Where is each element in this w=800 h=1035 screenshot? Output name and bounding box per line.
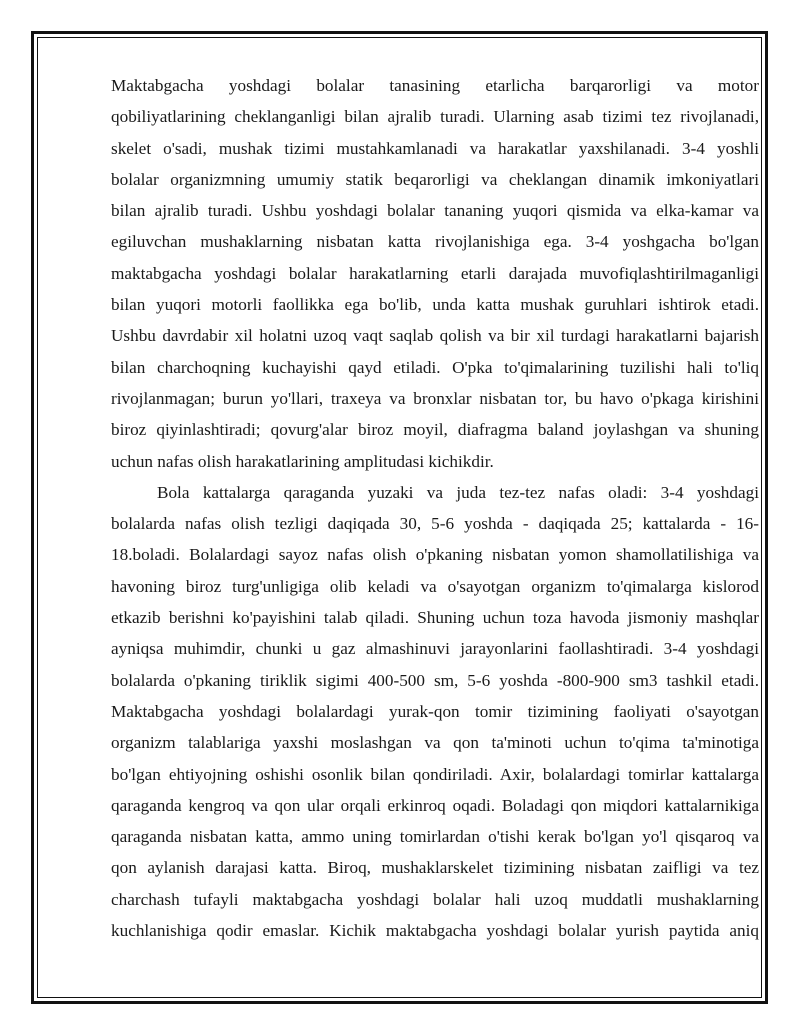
text-line: qon aylanish darajasi katta. Biroq, mushaklarskelet tizimining nisbatan zaifligi va tez — [111, 858, 759, 878]
text-line: Ushbu davrdabir xil holatni uzoq vaqt saqlab qolish va bir xil turdagi harakatlarni bajarish — [111, 326, 759, 346]
paragraph-1 — [111, 70, 759, 477]
text-line: etkazib berishni ko'payishini talab qiladi. Shuning uchun toza havoda jismoniy mashqlar — [111, 608, 759, 628]
text-line: qaraganda nisbatan katta, ammo uning tomirlardan o'tishi kerak bo'lgan yo'l qisqaroq va — [111, 827, 759, 847]
text-line: bolalarda nafas olish tezligi daqiqada 30, 5-6 yoshda - daqiqada 25; kattalarda - 16- — [111, 514, 759, 534]
text-line: qobiliyatlarining cheklanganligi bilan ajralib turadi. Ularning asab tizimi tez rivojlanadi, — [111, 107, 759, 127]
text-line: qaraganda kengroq va qon ular orqali erkinroq oqadi. Boladagi qon miqdori kattalarnikiga — [111, 795, 759, 815]
text-line: bilan charchoqning kuchayishi qayd etiladi. O'pka to'qimalarining tuzilishi hali to'liq — [111, 357, 759, 377]
text-line: skelet o'sadi, mushak tizimi mustahkamlanadi va harakatlar yaxshilanadi. 3-4 yoshli — [111, 138, 759, 158]
text-line: bolalarda o'pkaning tiriklik sigimi 400-500 sm, 5-6 yoshda -800-900 sm3 tashkil etadi. — [111, 670, 759, 690]
text-line: Maktabgacha yoshdagi bolalardagi yurak-qon tomir tizimining faoliyati o'sayotgan — [111, 701, 759, 721]
text-line: Maktabgacha yoshdagi bolalar tanasining etarlicha barqarorligi va motor — [111, 76, 759, 95]
text-line: bolalar organizmning umumiy statik beqarorligi va cheklangan dinamik imkoniyatlari — [111, 169, 759, 189]
text-line: bo'lgan ehtiyojning oshishi osonlik bilan qondiriladi. Axir, bolalardagi tomirlar kattalarga — [111, 764, 759, 784]
text-line: uchun nafas olish harakatlarining amplitudasi kichikdir. — [111, 451, 494, 471]
text-line: 18.boladi. Bolalardagi sayoz nafas olish o'pkaning nisbatan yomon shamollatilishiga va — [111, 545, 759, 565]
paragraph-2 — [111, 477, 759, 946]
text-line: maktabgacha yoshdagi bolalar harakatlarning etarli darajada muvofiqlashtirilmaganligi — [111, 263, 759, 283]
text-line: kuchlanishiga qodir emaslar. Kichik maktabgacha yoshdagi bolalar yurish paytida aniq — [111, 921, 759, 941]
text-line: bilan yuqori motorli faollikka ega bo'lib, unda katta mushak guruhlari ishtirok etadi. — [111, 295, 759, 315]
text-line: havoning biroz turg'unligiga olib keladi va o'sayotgan organizm to'qimalarga kislorod — [111, 576, 759, 596]
text-line: ayniqsa muhimdir, chunki u gaz almashinuvi jarayonlarini faollashtiradi. 3-4 yoshdagi — [111, 639, 759, 659]
text-line: rivojlanmagan; burun yo'llari, traxeya va bronxlar nisbatan tor, bu havo o'pkaga kirishini — [111, 388, 759, 408]
text-line: bilan ajralib turadi. Ushbu yoshdagi bolalar tananing yuqori qismida va elka-kamar va — [111, 201, 759, 221]
text-line: charchash tufayli maktabgacha yoshdagi bolalar hali uzoq muddatli mushaklarning — [111, 889, 759, 909]
text-line: Bola kattalarga qaraganda yuzaki va juda tez-tez nafas oladi: 3-4 yoshdagi — [157, 482, 759, 502]
text-line: organizm talablariga yaxshi moslashgan va qon ta'minoti uchun to'qima ta'minotiga — [111, 733, 759, 753]
document-body — [111, 70, 759, 946]
text-line: biroz qiyinlashtiradi; qovurg'alar biroz moyil, diafragma baland joylashgan va shuning — [111, 420, 759, 440]
text-line: egiluvchan mushaklarning nisbatan katta rivojlanishiga ega. 3-4 yoshgacha bo'lgan — [111, 232, 759, 252]
